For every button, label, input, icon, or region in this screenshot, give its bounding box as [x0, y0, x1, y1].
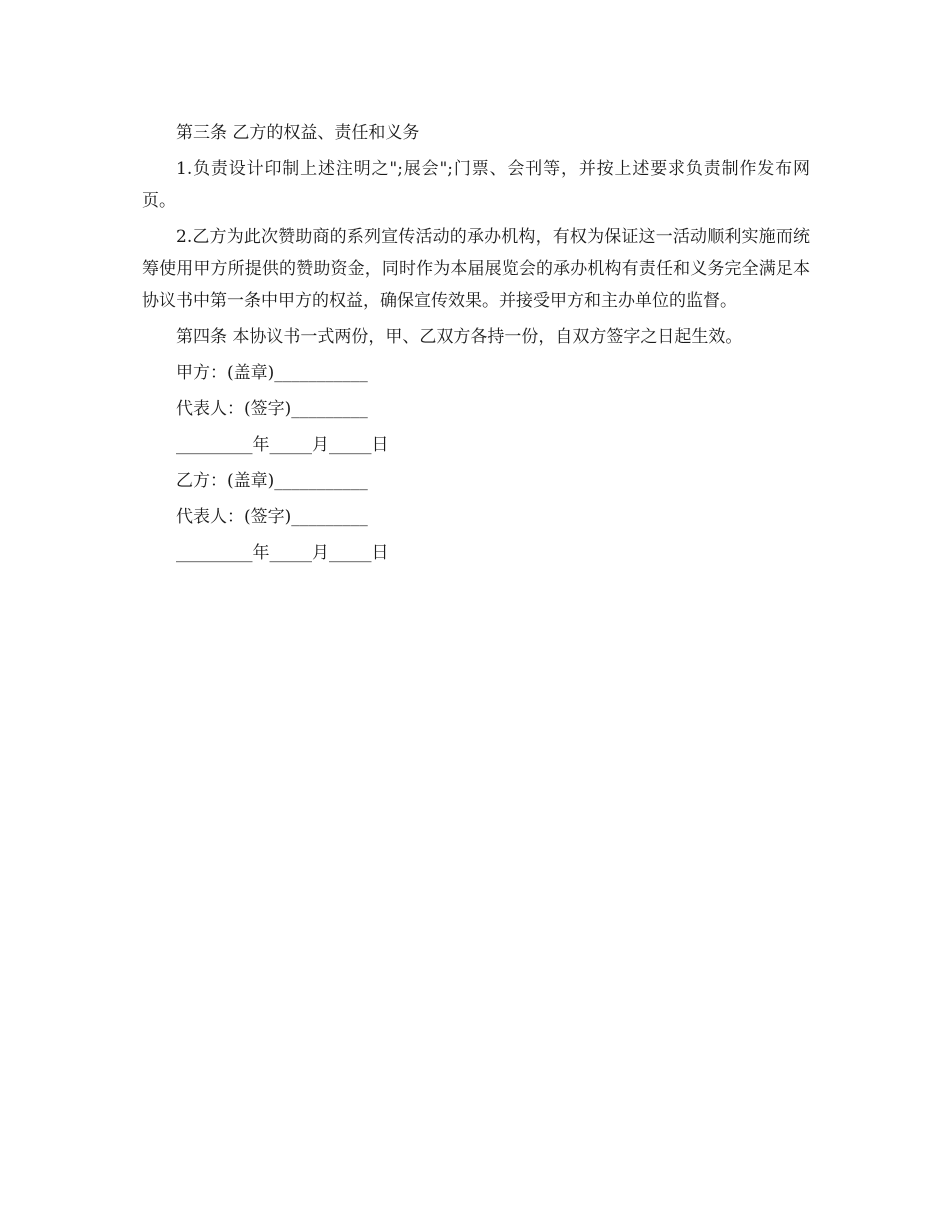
article-4: 第四条 本协议书一式两份，甲、乙双方各持一份，自双方签字之日起生效。: [176, 327, 743, 347]
article-3-clause-1: 1.负责设计印制上述注明之";展会";门票、会刊等，并按上述要求负责制作发布网页。: [142, 159, 810, 211]
article-3-clause-2: 2.乙方为此次赞助商的系列宣传活动的承办机构，有权为保证这一活动顺利实施而统筹使用甲方所提供的赞助资金，同时作为本届展览会的承办机构有责任和义务完全满足本协议书中第一条中甲方的权益，确保宣传效果。并接受甲方和主办单位的监督。: [142, 227, 810, 311]
party-a-date-line: _________年_____月_____日: [176, 435, 389, 455]
party-a-representative-line: 代表人：(签字)_________: [176, 399, 368, 419]
party-b-representative-line: 代表人：(签字)_________: [176, 507, 368, 527]
party-b-seal-line: 乙方：(盖章)___________: [176, 471, 368, 491]
party-b-date-line: _________年_____月_____日: [176, 543, 389, 563]
article-3-title: 第三条 乙方的权益、责任和义务: [176, 123, 420, 143]
document-body: [142, 117, 810, 569]
party-a-seal-line: 甲方：(盖章)___________: [176, 363, 368, 383]
